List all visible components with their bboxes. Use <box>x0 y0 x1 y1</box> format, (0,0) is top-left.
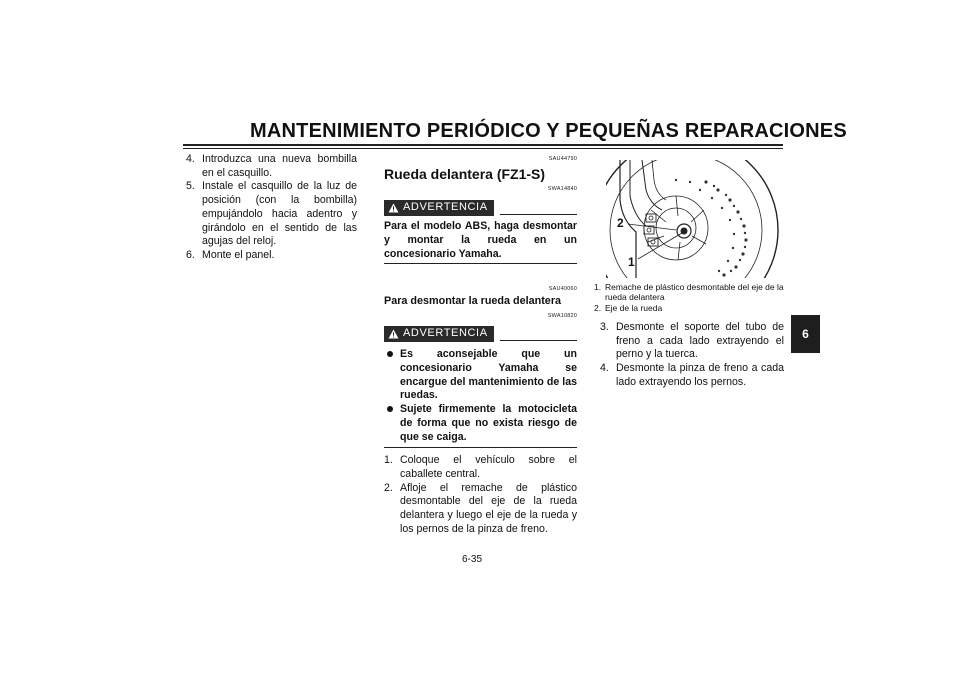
step-number: 2. <box>384 481 393 494</box>
warning-rule <box>500 214 577 215</box>
step-text: Monte el panel. <box>202 248 275 261</box>
reference-code: SWA10820 <box>547 312 577 319</box>
figure-label-2: 2 <box>617 216 624 230</box>
left-column <box>186 153 357 263</box>
step-number: 6. <box>186 248 195 261</box>
step-4 <box>186 153 357 180</box>
page-number: 6-35 <box>462 554 483 565</box>
step-text: Introduzca una nueva bombilla en el casquillo. <box>202 153 357 179</box>
step-number: 5. <box>186 180 195 193</box>
caption-number: 1. <box>594 282 602 292</box>
right-column <box>600 321 784 390</box>
reference-code: SWA14840 <box>547 186 577 193</box>
warning-rule <box>500 340 577 341</box>
step-4 <box>600 362 784 389</box>
title-rule-thin <box>183 148 783 149</box>
bullet-dot <box>387 406 393 412</box>
warning-bullets <box>384 348 577 444</box>
warning-label: ADVERTENCIA <box>403 327 488 340</box>
chapter-tab: 6 <box>791 315 820 353</box>
bullet-dot <box>387 351 393 357</box>
subsection-heading: Para desmontar la rueda delantera <box>384 294 562 307</box>
warning-end-rule <box>384 447 577 448</box>
middle-steps <box>384 454 577 536</box>
figure-captions <box>594 282 784 313</box>
step-text: Afloje el remache de plástico desmontable del eje de la rueda delantera y luego el eje de la rueda y los pernos de la pinza de freno. <box>400 481 577 535</box>
warning-badge <box>384 326 494 342</box>
warning-header <box>384 326 577 342</box>
reference-code: SAU44790 <box>548 156 577 162</box>
warning-bullet <box>384 403 577 444</box>
title-rule <box>183 144 783 146</box>
step-number: 4. <box>186 153 195 165</box>
warning-badge <box>384 200 494 216</box>
step-2 <box>384 482 577 537</box>
figure-label-1: 1 <box>628 255 635 269</box>
caption-number: 2. <box>594 302 602 313</box>
step-number: 4. <box>600 362 609 375</box>
step-text: Desmonte la pinza de freno a cada lado extrayendo los pernos. <box>616 362 784 388</box>
middle-column <box>384 153 577 536</box>
step-3 <box>600 321 784 362</box>
caption-text: Remache de plástico desmontable del eje de la rueda delantera <box>605 282 784 303</box>
step-text: Desmonte el soporte del tubo de freno a cada lado extrayendo el perno y la tuerca. <box>616 321 784 361</box>
reference-code: SAU40060 <box>548 286 577 293</box>
front-wheel-figure <box>606 160 782 278</box>
warning-end-rule <box>384 263 577 264</box>
step-number: 3. <box>600 321 609 333</box>
warning-triangle-icon <box>388 203 399 213</box>
step-6 <box>186 249 357 263</box>
section-heading: Rueda delantera (FZ1-S) <box>384 165 546 182</box>
bullet-text: Es aconsejable que un concesionario Yamaha se encargue del mantenimiento de las ruedas. <box>400 348 577 402</box>
step-text: Coloque el vehículo sobre el caballete central. <box>400 454 577 480</box>
warning-header <box>384 200 577 216</box>
step-number: 1. <box>384 454 393 467</box>
step-1 <box>384 454 577 481</box>
step-text: Instale el casquillo de la luz de posición (con la bombilla) empujándolo hacia adentro y girándolo en el sentido de las agujas del reloj. <box>202 180 357 248</box>
warning-label: ADVERTENCIA <box>403 201 488 214</box>
bullet-text: Sujete firmemente la motocicleta de forma que no exista riesgo de que se caiga. <box>400 403 577 443</box>
step-5 <box>186 180 357 249</box>
caption-2 <box>594 303 784 313</box>
caption-text: Eje de la rueda <box>605 302 663 313</box>
page-title: MANTENIMIENTO PERIÓDICO Y PEQUEÑAS REPARACIONES <box>250 120 847 142</box>
caption-1 <box>594 282 784 303</box>
warning-triangle-icon <box>388 329 399 339</box>
warning-text: Para el modelo ABS, haga desmontar y montar la rueda en un concesionario Yamaha. <box>384 220 577 260</box>
warning-bullet <box>384 348 577 403</box>
